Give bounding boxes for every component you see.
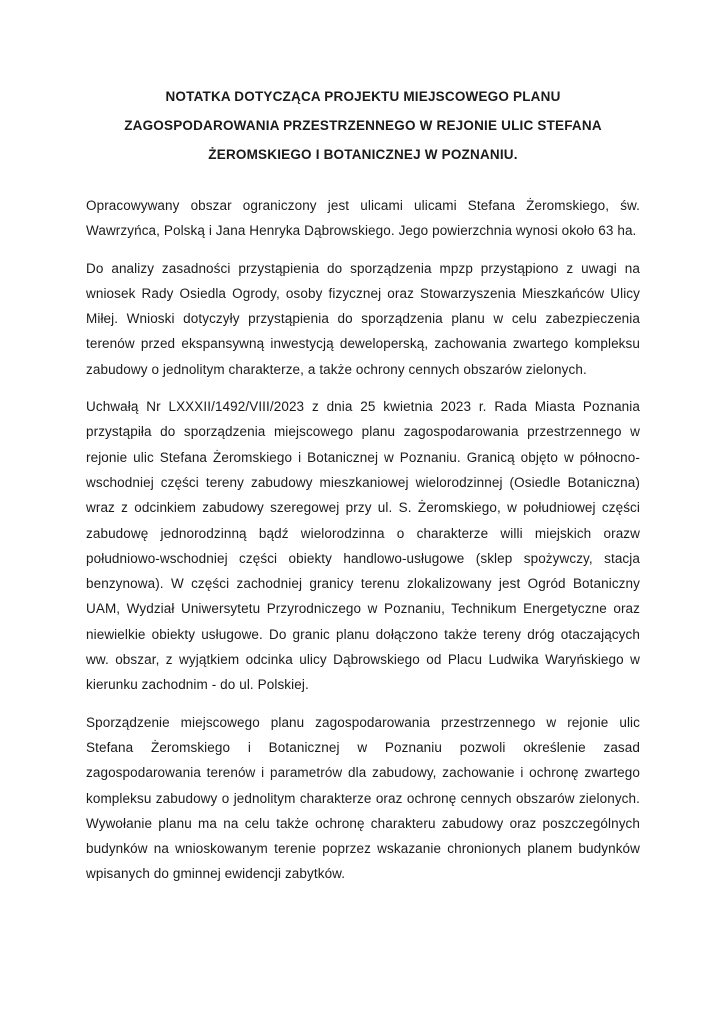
paragraph-area-description: Opracowywany obszar ograniczony jest ulicami ulicami Stefana Żeromskiego, św. Wawrzyńca, Polską i Jana Henryka Dąbrowskiego. Jego powierzchnia wynosi około 63 ha.	[86, 198, 640, 239]
document-title-line-1: NOTATKA DOTYCZĄCA PROJEKTU MIEJSCOWEGO PLANU	[165, 89, 561, 104]
document-title-line-3: ŻEROMSKIEGO I BOTANICZNEJ W POZNANIU.	[208, 147, 518, 162]
document-title	[86, 82, 640, 169]
paragraph-resolution-details: Uchwałą Nr LXXXII/1492/VIII/2023 z dnia 25 kwietnia 2023 r. Rada Miasta Poznania przystąpiła do sporządzenia miejscowego planu zagospodarowania przestrzennego w rejonie ulic Stefana Żeromskiego i Botanicznej w Poznaniu. Granicą objęto w północno-wschodniej części tereny zabudowy mieszkaniowej wielorodzinnej (Osiedle Botaniczna) wraz z odcinkiem zabudowy szeregowej przy ul. S. Żeromskiego, w południowej części zabudowę jednorodzinną bądź wielorodzinna o charakterze willi miejskich orazw południowo-wschodniej części obiekty handlowo-usługowe (sklep spożywczy, stacja benzynowa). W części zachodniej granicy terenu zlokalizowany jest Ogród Botaniczny UAM, Wydział Uniwersytetu Przyrodniczego w Poznaniu, Technikum Energetyczne oraz niewielkie obiekty usługowe. Do granic planu dołączono także tereny dróg otaczających ww. obszar, z wyjątkiem odcinka ulicy Dąbrowskiego od Placu Ludwika Waryńskiego w kierunku zachodnim - do ul. Polskiej.	[86, 399, 640, 693]
paragraph-analysis-reason: Do analizy zasadności przystąpienia do sporządzenia mpzp przystąpiono z uwagi na wniosek Rady Osiedla Ogrody, osoby fizycznej oraz Stowarzyszenia Mieszkańców Ulicy Miłej. Wnioski dotyczyły przystąpienia do sporządzenia planu w celu zabezpieczenia terenów przed ekspansywną inwestycją deweloperską, zachowania zwartego kompleksu zabudowy o jednolitym charakterze, a także ochrony cennych obszarów zielonych.	[86, 260, 640, 377]
paragraph-plan-goals: Sporządzenie miejscowego planu zagospodarowania przestrzennego w rejonie ulic Stefana Żeromskiego i Botanicznej w Poznaniu pozwoli określenie zasad zagospodarowania terenów i parametrów dla zabudowy, zachowanie i ochronę zwartego kompleksu zabudowy o jednolitym charakterze oraz ochronę cennych obszarów zielonych. Wywołanie planu ma na celu także ochronę charakteru zabudowy oraz poszczególnych budynków na wnioskowanym terenie poprzez wskazanie chronionych planem budynków wpisanych do gminnej ewidencji zabytków.	[86, 714, 640, 882]
document-title-line-2: ZAGOSPODAROWANIA PRZESTRZENNEGO W REJONIE ULIC STEFANA	[124, 118, 602, 133]
